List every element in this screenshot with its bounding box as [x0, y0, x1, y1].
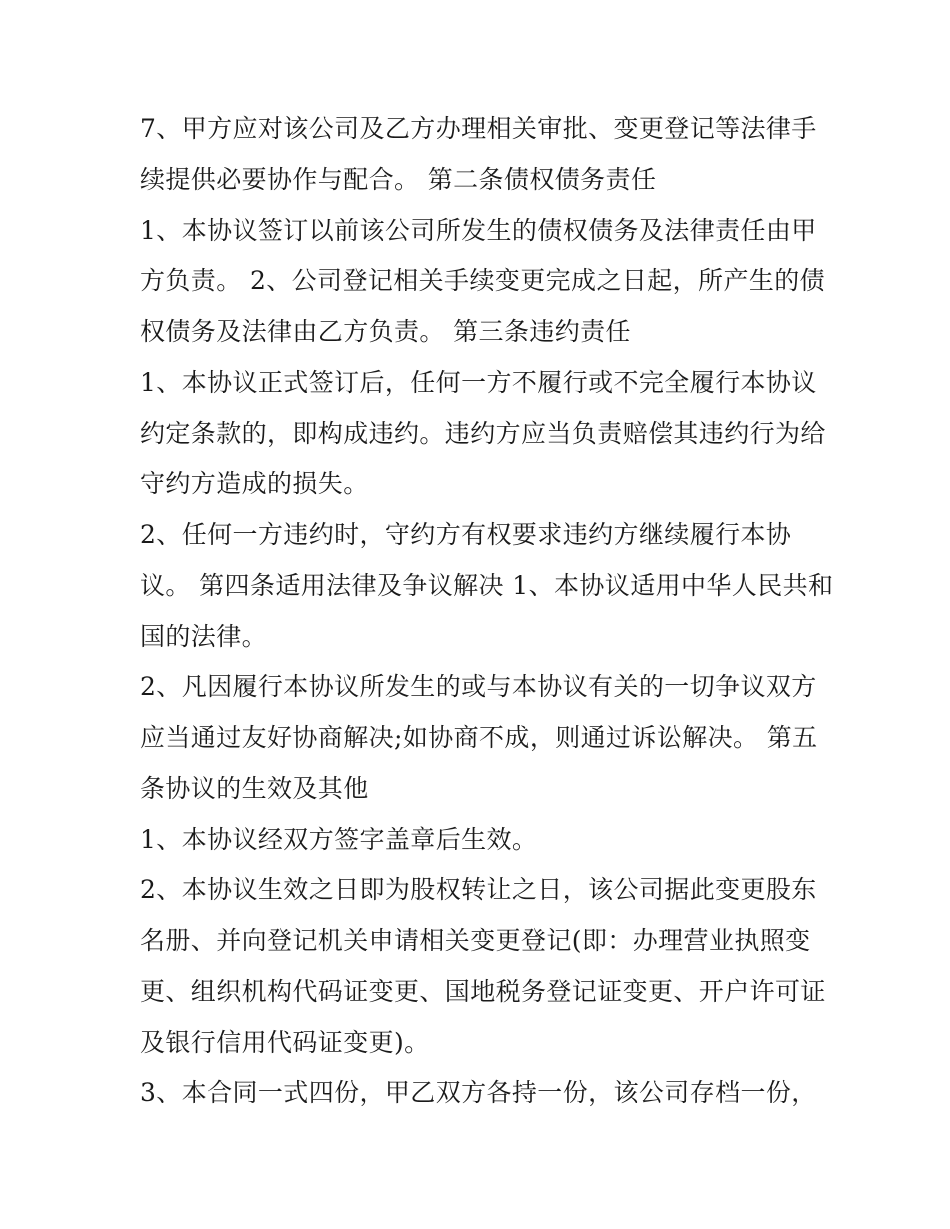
- text-line: 1、本协议正式签订后，任何一方不履行或不完全履行本协议: [140, 368, 817, 397]
- text-line: 国的法律。: [140, 622, 268, 651]
- text-line: 2、本协议生效之日即为股权转让之日，该公司据此变更股东: [140, 875, 817, 904]
- text-line: 守约方造成的损失。: [140, 469, 369, 498]
- text-line: 约定条款的，即构成违约。违约方应当负责赔偿其违约行为给: [140, 419, 826, 448]
- text-line: 2、凡因履行本协议所发生的或与本协议有关的一切争议双方: [140, 672, 817, 701]
- text-line: 1、本协议经双方签字盖章后生效。: [140, 825, 538, 854]
- text-line: 议。 第四条适用法律及争议解决 1、本协议适用中华人民共和: [140, 571, 834, 600]
- text-line: 7、甲方应对该公司及乙方办理相关审批、变更登记等法律手: [140, 114, 817, 143]
- text-line: 续提供必要协作与配合。 第二条债权债务责任: [140, 165, 657, 194]
- text-line: 条协议的生效及其他: [140, 774, 369, 803]
- text-line: 2、任何一方违约时，守约方有权要求违约方继续履行本协: [140, 520, 792, 549]
- text-line: 1、本协议签订以前该公司所发生的债权债务及法律责任由甲: [140, 216, 817, 245]
- text-line: 应当通过友好协商解决;如协商不成，则通过诉讼解决。 第五: [140, 723, 818, 752]
- text-line: 权债务及法律由乙方负责。 第三条违约责任: [140, 317, 631, 346]
- text-line: 及银行信用代码证变更)。: [140, 1028, 430, 1057]
- text-line: 名册、并向登记机关申请相关变更登记(即：办理营业执照变: [140, 926, 811, 955]
- text-line: 更、组织机构代码证变更、国地税务登记证变更、开户许可证: [140, 977, 826, 1006]
- text-line: 方负责。 2、公司登记相关手续变更完成之日起，所产生的债: [140, 266, 826, 295]
- text-line: 3、本合同一式四份，甲乙双方各持一份，该公司存档一份，: [140, 1078, 817, 1107]
